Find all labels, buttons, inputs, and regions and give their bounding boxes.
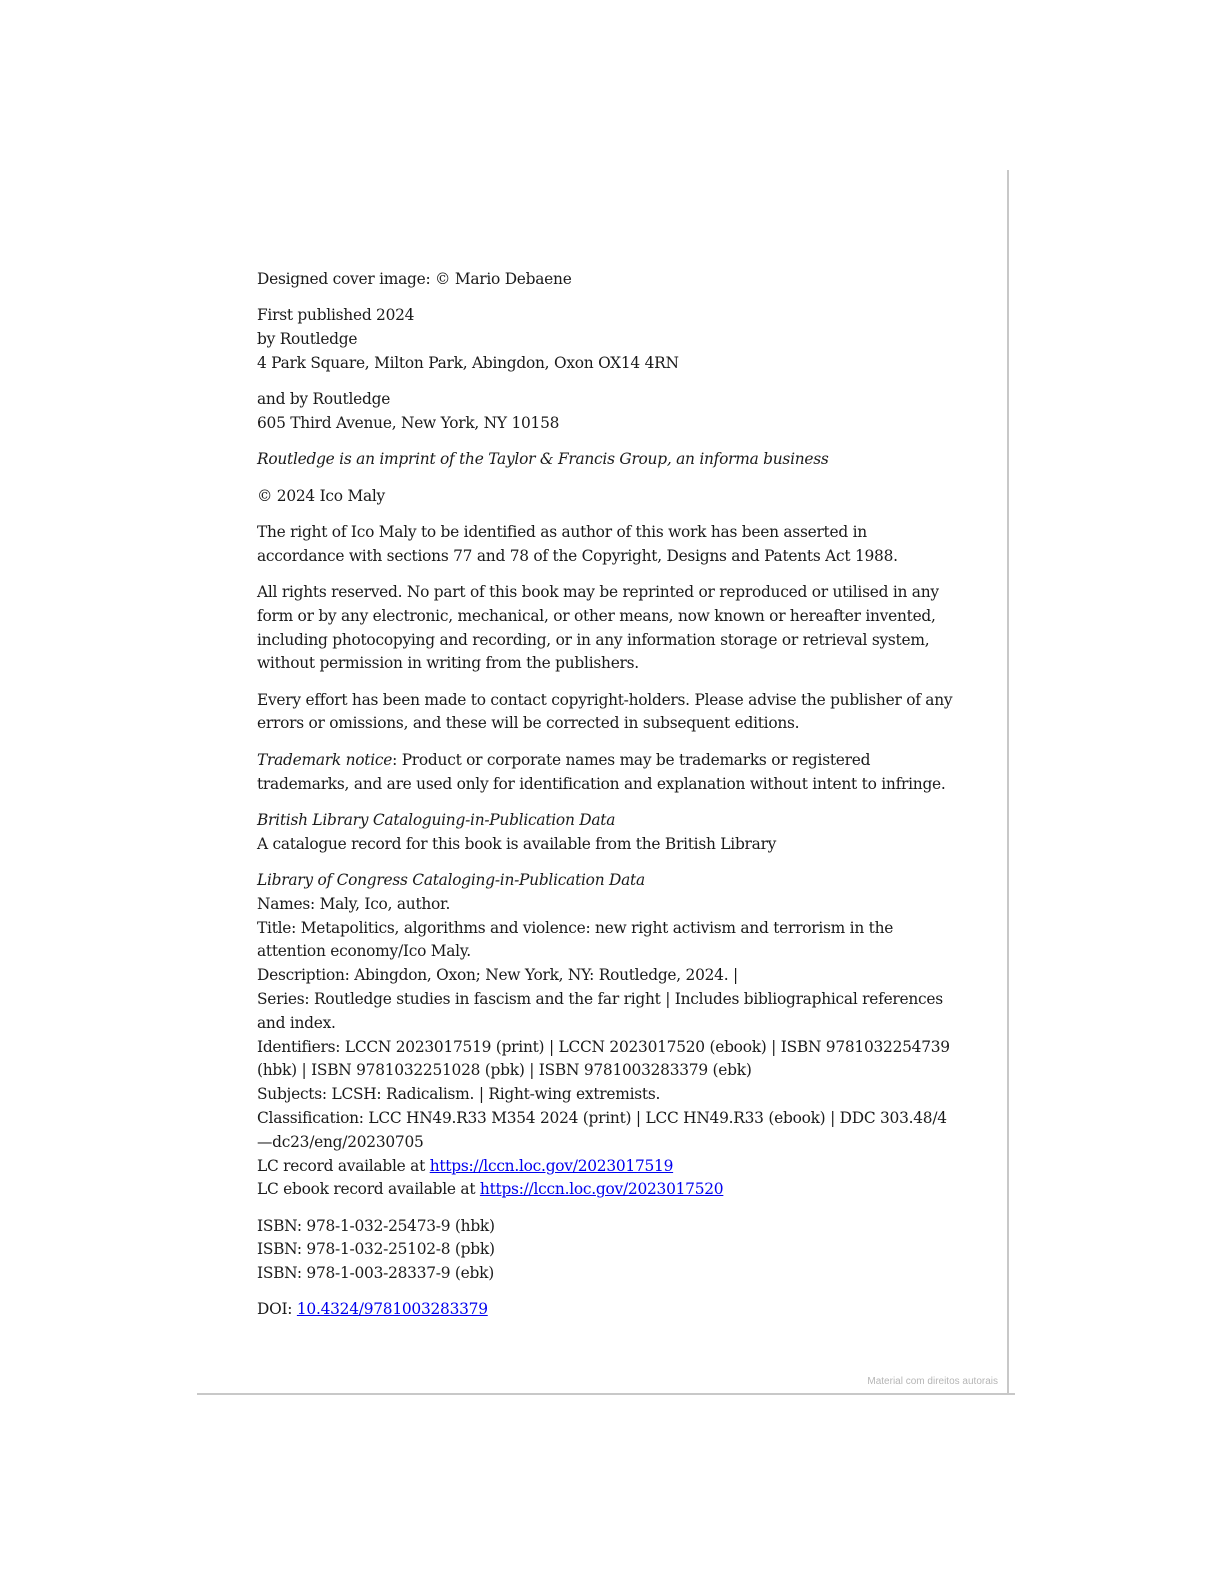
isbn-ebk: ISBN: 978-1-003-28337-9 (ebk) [257,1264,494,1283]
loc-identifiers: Identifiers: LCCN 2023017519 (print) | LCCN 2023017520 (ebook) | ISBN 9781032254739 (hbk) | ISBN 9781032251028 (pbk) | ISBN 9781003283379 (ebk) [257,1037,950,1080]
moral-rights-block [257,521,957,569]
page-border-right [1007,170,1009,1395]
trademark-block [257,749,957,797]
page-border-bottom [197,1393,1015,1395]
british-library-heading: British Library Cataloguing-in-Publication Data [257,810,616,829]
doi-line [257,1298,957,1322]
loc-record-line [257,1155,957,1179]
doi-link[interactable]: 10.4324/9781003283379 [296,1300,488,1319]
loc-heading: Library of Congress Cataloging-in-Publication Data [257,870,645,889]
copyright-holders-block [257,689,957,737]
moral-rights-paragraph: The right of Ico Maly to be identified as author of this work has been asserted in accordance with sections 77 and 78 of the Copyright, Designs and Patents Act 1988. [257,522,898,565]
copyright-page-content [257,268,957,1335]
copyright-watermark: Material com direitos autorais [867,1376,998,1387]
loc-classification: Classification: LCC HN49.R33 M354 2024 (print) | LCC HN49.R33 (ebook) | DDC 303.48/4—dc23/eng/20230705 [257,1108,947,1151]
copyright-holders-paragraph: Every effort has been made to contact copyright-holders. Please advise the publisher of any errors or omissions, and these will be corrected in subsequent editions. [257,690,953,733]
loc-subjects: Subjects: LCSH: Radicalism. | Right-wing extremists. [257,1085,661,1104]
publisher-line: by Routledge [257,330,358,349]
loc-record-prefix: LC record available at [257,1156,430,1175]
rights-reserved-block [257,581,957,676]
british-library-text: A catalogue record for this book is available from the British Library [257,834,777,853]
isbn-hbk: ISBN: 978-1-032-25473-9 (hbk) [257,1216,495,1235]
copyright-block [257,485,957,509]
rights-reserved-paragraph: All rights reserved. No part of this book may be reprinted or reproduced or utilised in any form or by any electronic, mechanical, or other means, now known or hereafter invented, including photocopying and recording, or in any information storage or retrieval system, without permission in writing from the publishers. [257,582,939,673]
loc-ebook-record-line [257,1178,957,1202]
publication-us-block [257,388,957,436]
cover-credit-block [257,268,957,292]
first-published-line: First published 2024 [257,306,415,325]
and-by-publisher-line: and by Routledge [257,390,391,409]
isbn-pbk: ISBN: 978-1-032-25102-8 (pbk) [257,1240,495,1259]
trademark-text: : Product or corporate names may be trademarks or registered trademarks, and are used only for identification and explanation without intent to infringe. [257,750,946,793]
trademark-paragraph [257,749,957,797]
imprint-note: Routledge is an imprint of the Taylor & Francis Group, an informa business [257,450,829,469]
loc-record-link[interactable]: https://lccn.loc.gov/2023017519 [429,1156,674,1175]
cover-credit: Designed cover image: © Mario Debaene [257,270,572,288]
loc-series: Series: Routledge studies in fascism and the far right | Includes bibliographical references and index. [257,989,943,1032]
loc-title: Title: Metapolitics, algorithms and violence: new right activism and terrorism in the attention economy/Ico Maly. [257,918,894,961]
loc-ebook-record-prefix: LC ebook record available at [257,1180,480,1199]
imprint-block [257,448,957,472]
loc-ebook-record-link[interactable]: https://lccn.loc.gov/2023017520 [479,1180,724,1199]
british-library-block [257,809,957,857]
doi-block [257,1298,957,1322]
copyright-line: © 2024 Ico Maly [257,486,386,505]
loc-description: Description: Abingdon, Oxon; New York, NY: Routledge, 2024. | [257,966,738,985]
trademark-label: Trademark notice [257,750,393,769]
uk-address-line: 4 Park Square, Milton Park, Abingdon, Oxon OX14 4RN [257,353,679,372]
isbn-block [257,1215,957,1286]
loc-names: Names: Maly, Ico, author. [257,894,451,913]
us-address-line: 605 Third Avenue, New York, NY 10158 [257,413,560,432]
publication-uk-block [257,304,957,375]
doi-prefix: DOI: [257,1300,297,1319]
library-of-congress-block [257,869,957,1202]
